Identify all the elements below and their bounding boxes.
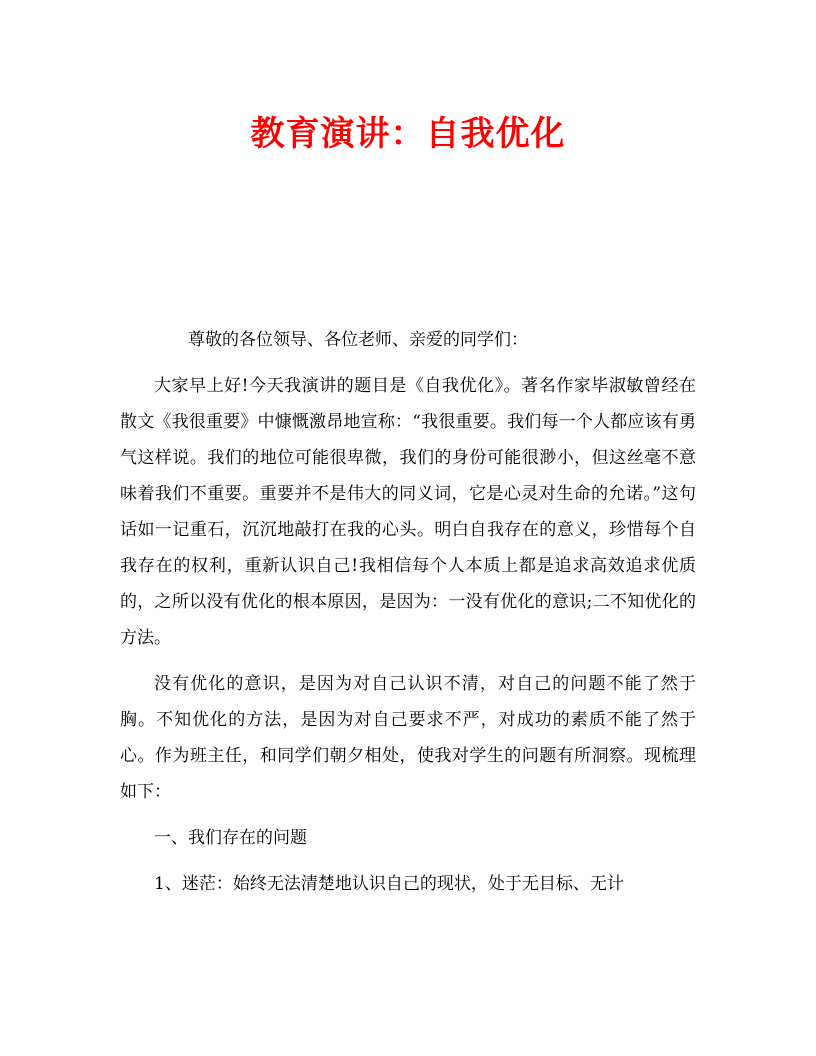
salutation-paragraph: 尊敬的各位领导、各位老师、亲爱的同学们： xyxy=(188,330,528,350)
body-paragraph-3: 1、迷茫：始终无法清楚地认识自己的现状，处于无目标、无计 xyxy=(154,874,624,894)
document-title: 教育演讲：自我优化 xyxy=(250,114,566,154)
body-paragraph-1: 大家早上好!今天我演讲的题目是《自我优化》。著名作家毕淑敏曾经在散文《我很重要》中慷慨激昂地宣称：“我很重要。我们每一个人都应该有勇气这样说。我们的地位可能很卑微，我们的身份可能很渺小，但这丝毫不意味着我们不重要。重要并不是伟大的同义词，它是心灵对生命的允诺。”这句话如一记重石，沉沉地敲打在我的心头。明白自我存在的意义，珍惜每个自我存在的权利，重新认识自己!我相信每个人本质上都是追求高效追求优质的，之所以没有优化的根本原因，是因为：一没有优化的意识;二不知优化的方法。 xyxy=(120,376,696,648)
document-body xyxy=(120,322,696,912)
body-paragraph-2: 没有优化的意识，是因为对自己认识不清，对自己的问题不能了然于胸。不知优化的方法，是因为对自己要求不严，对成功的素质不能了然于心。作为班主任，和同学们朝夕相处，使我对学生的问题有所洞察。现梳理如下： xyxy=(120,674,696,802)
section-heading: 一、我们存在的问题 xyxy=(154,828,307,848)
